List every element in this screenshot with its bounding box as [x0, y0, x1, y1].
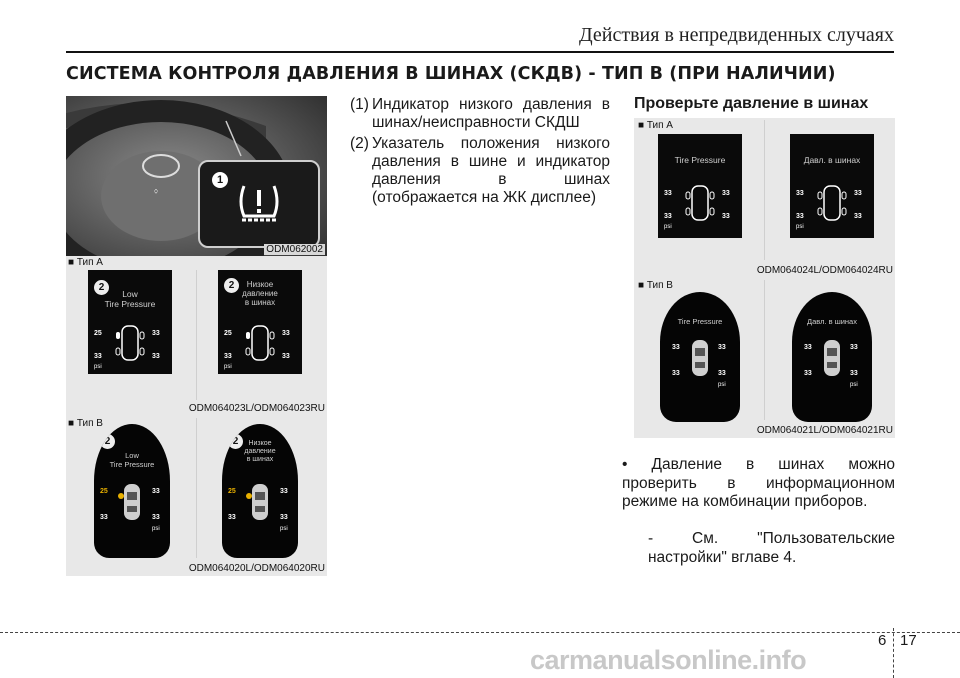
- panel-divider: [196, 418, 197, 558]
- pressure-unit: psi: [224, 364, 232, 370]
- pressure-unit: psi: [796, 224, 804, 230]
- tire-pressure-rr: 33: [850, 370, 858, 377]
- car-icon: [246, 482, 274, 524]
- footer-divider: [893, 628, 894, 678]
- right-type-b-panel: [634, 278, 895, 438]
- car-icon: [118, 482, 146, 524]
- type-a-label: ■ Тип A: [68, 257, 103, 268]
- screen-message: Давл. в шинах: [803, 155, 861, 165]
- panel-divider: [764, 280, 765, 420]
- screen-message: Low Tire Pressure: [104, 289, 156, 309]
- tire-pressure-rr: 33: [152, 353, 160, 360]
- item-number: (2): [350, 135, 369, 152]
- tpms-warning-icon: [236, 180, 282, 224]
- figure-code: ODM064021L/ODM064021RU: [756, 425, 893, 436]
- figure-code: ODM064020L/ODM064020RU: [188, 563, 325, 574]
- tire-pressure-rl: 33: [664, 213, 672, 220]
- tire-pressure-fr: 33: [722, 190, 730, 197]
- pressure-unit: psi: [280, 526, 288, 532]
- type-a-label: ■ Тип A: [638, 120, 673, 131]
- tire-pressure-rr: 33: [280, 514, 288, 521]
- tire-pressure-fr: 33: [152, 488, 160, 495]
- section-heading: Проверьте давление в шинах: [634, 95, 869, 112]
- screen-message: Tire Pressure: [674, 155, 726, 165]
- tire-pressure-fr: 33: [280, 488, 288, 495]
- tire-pressure-fl: 33: [804, 344, 812, 351]
- tire-pressure-fr: 33: [854, 190, 862, 197]
- header-rule: [66, 51, 894, 53]
- figure-code: ODM064023L/ODM064023RU: [188, 403, 325, 414]
- pressure-unit: psi: [664, 224, 672, 230]
- tire-pressure-fl: 25: [94, 330, 102, 337]
- panel-divider: [764, 120, 765, 260]
- tire-pressure-fl: 25: [100, 488, 108, 495]
- screen-message: Низкое давление в шинах: [242, 280, 278, 308]
- tire-pressure-rl: 33: [796, 213, 804, 220]
- tire-pressure-rr: 33: [718, 370, 726, 377]
- tire-pressure-fl: 25: [224, 330, 232, 337]
- type-b-label: ■ Тип B: [638, 280, 673, 291]
- tire-pressure-rl: 33: [94, 353, 102, 360]
- item-number: (1): [350, 96, 369, 113]
- tire-pressure-rr: 33: [722, 213, 730, 220]
- bullet-text: • Давление в шинах можно проверить в информационном режиме на комбинации приборов.: [622, 456, 895, 510]
- dashboard-photo: [66, 96, 327, 256]
- cluster-screen: [660, 292, 740, 422]
- left-type-a-panel: [66, 256, 327, 416]
- car-icon: [114, 322, 146, 364]
- right-type-a-panel: [634, 118, 895, 278]
- section-number: 6: [878, 632, 887, 649]
- car-icon: [816, 182, 848, 224]
- tire-pressure-rl: 33: [100, 514, 108, 521]
- screen-message: Tire Pressure: [677, 317, 723, 326]
- sub-bullet-text: - См. "Пользовательские настройки" вглаве 4.: [648, 530, 895, 566]
- tire-pressure-fr: 33: [718, 344, 726, 351]
- screen-message: Давл. в шинах: [807, 317, 857, 326]
- tire-pressure-fr: 33: [282, 330, 290, 337]
- callout-number: 2: [94, 280, 109, 295]
- tire-pressure-rl: 33: [672, 370, 680, 377]
- watermark: carmanualsonline.info: [530, 645, 807, 675]
- pressure-unit: psi: [94, 364, 102, 370]
- pressure-unit: psi: [152, 526, 160, 532]
- tire-pressure-fr: 33: [152, 330, 160, 337]
- tire-pressure-rl: 33: [804, 370, 812, 377]
- lcd-screen: [658, 134, 742, 238]
- tire-pressure-fl: 33: [672, 344, 680, 351]
- footer-rule: [0, 632, 960, 633]
- type-b-label: ■ Тип B: [68, 418, 103, 429]
- callout-number: 2: [224, 278, 239, 293]
- figure-code: ODM064024L/ODM064024RU: [756, 265, 893, 276]
- tire-pressure-fl: 25: [228, 488, 236, 495]
- screen-message: Low Tire Pressure: [109, 451, 155, 469]
- item-text: Индикатор низкого давления в шинах/неисправности СКДШ: [372, 96, 610, 131]
- screen-message: Низкое давление в шинах: [244, 440, 276, 464]
- tire-pressure-fl: 33: [664, 190, 672, 197]
- item-text: Указатель положения низкого давления в шине и индикатор давления в шинах (отображается на ЖК дисплее): [372, 135, 610, 206]
- svg-text:⛭: ⛭: [154, 189, 159, 195]
- lcd-screen: [88, 270, 172, 374]
- indicator-callout-box: [198, 160, 320, 248]
- pressure-unit: psi: [718, 382, 726, 388]
- tire-pressure-rr: 33: [854, 213, 862, 220]
- page-number: 17: [900, 632, 917, 649]
- section-header: Действия в непредвиденных случаях: [579, 24, 894, 46]
- lcd-screen: [790, 134, 874, 238]
- car-icon: [684, 182, 716, 224]
- cluster-screen: [94, 424, 170, 558]
- callout-number: 2: [100, 434, 115, 449]
- lcd-screen: [218, 270, 302, 374]
- callout-number: 2: [228, 434, 243, 449]
- callout-number: 1: [212, 172, 228, 188]
- photo-code: ODM062002: [266, 244, 323, 255]
- tire-pressure-fr: 33: [850, 344, 858, 351]
- tire-pressure-rl: 33: [224, 353, 232, 360]
- car-icon: [686, 338, 714, 380]
- car-icon: [244, 322, 276, 364]
- tire-pressure-rl: 33: [228, 514, 236, 521]
- list-item: [350, 135, 610, 207]
- car-icon: [818, 338, 846, 380]
- page-title: СИСТЕМА КОНТРОЛЯ ДАВЛЕНИЯ В ШИНАХ (СКДВ) - ТИП B (ПРИ НАЛИЧИИ): [66, 64, 836, 84]
- pressure-unit: psi: [850, 382, 858, 388]
- cluster-screen: [222, 424, 298, 558]
- tire-pressure-fl: 33: [796, 190, 804, 197]
- left-type-b-panel: [66, 416, 327, 576]
- tire-pressure-rr: 33: [152, 514, 160, 521]
- cluster-screen: [792, 292, 872, 422]
- panel-divider: [196, 270, 197, 400]
- tire-pressure-rr: 33: [282, 353, 290, 360]
- list-item: [350, 96, 610, 132]
